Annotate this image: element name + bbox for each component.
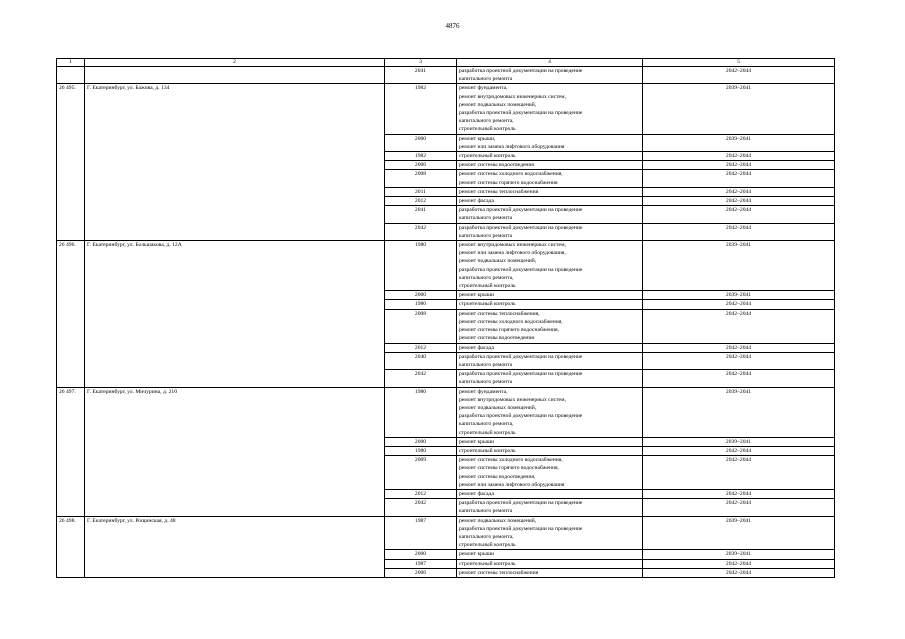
work-line: разработка проектной документации на проведение — [459, 413, 583, 420]
planned-period: 2039–2041 — [643, 516, 835, 550]
construction-year: 2042 — [385, 370, 457, 387]
work-types — [457, 206, 643, 223]
planned-period: 2042–2044 — [643, 352, 835, 369]
construction-year: 1987 — [385, 516, 457, 550]
planned-period: 2039–2041 — [643, 387, 835, 437]
work-line: ремонт внутридомовых инженерных систем, — [459, 396, 566, 403]
work-types — [457, 84, 643, 134]
work-line: ремонт системы теплоснабжения, — [459, 310, 540, 317]
construction-year: 2008 — [385, 170, 457, 187]
table-body — [57, 59, 835, 578]
work-line: разработка проектной документации на проведение — [459, 371, 583, 378]
work-line: ремонт подвальных помещений, — [459, 258, 537, 265]
row-number: 26 497. — [57, 387, 85, 516]
work-types — [457, 343, 643, 352]
work-types — [457, 456, 643, 490]
work-types — [457, 370, 643, 387]
planned-period: 2042–2044 — [643, 309, 835, 343]
table-row — [57, 241, 835, 291]
planned-period: 2042–2044 — [643, 343, 835, 352]
work-types — [457, 152, 643, 161]
planned-period: 2042–2044 — [643, 206, 835, 223]
construction-year: 2040 — [385, 352, 457, 369]
work-line: капитального ремонта — [459, 76, 513, 83]
planned-period: 2039–2041 — [643, 134, 835, 151]
construction-year: 2042 — [385, 499, 457, 516]
work-types — [457, 241, 643, 291]
column-header-4: 4 — [457, 59, 643, 67]
construction-year: 2000 — [385, 291, 457, 300]
work-line: капитального ремонта, — [459, 533, 514, 540]
work-types — [457, 489, 643, 498]
work-line: ремонт фасада — [459, 490, 494, 497]
work-types — [457, 300, 643, 309]
work-line: ремонт или замена лифтового оборудования, — [459, 250, 566, 257]
work-line: ремонт системы теплоснабжения — [459, 188, 539, 195]
work-types — [457, 437, 643, 446]
work-line: разработка проектной документации на проведение — [459, 207, 583, 214]
work-line: капитального ремонта, — [459, 118, 514, 125]
work-types — [457, 170, 643, 187]
work-line: строительный контроль — [459, 429, 516, 436]
construction-year: 2008 — [385, 309, 457, 343]
planned-period: 2042–2044 — [643, 559, 835, 568]
work-line: разработка проектной документации на проведение — [459, 266, 583, 273]
construction-year: 1980 — [385, 300, 457, 309]
work-line: ремонт системы водоотведения — [459, 335, 534, 342]
planned-period: 2042–2044 — [643, 499, 835, 516]
work-line: строительный контроль — [459, 153, 516, 160]
planned-period: 2042–2044 — [643, 161, 835, 170]
work-line: ремонт крыши — [459, 438, 495, 445]
construction-year: 1982 — [385, 152, 457, 161]
work-line: ремонт системы холодного водоснабжения, — [459, 318, 563, 325]
work-line: ремонт системы горячего водоснабжения, — [459, 327, 559, 334]
table-row — [57, 387, 835, 437]
work-line: ремонт подвальных помещений, — [459, 517, 537, 524]
construction-year: 2041 — [385, 67, 457, 84]
work-line: ремонт внутридомовых инженерных систем, — [459, 93, 566, 100]
construction-year: 2000 — [385, 134, 457, 151]
construction-year: 1987 — [385, 559, 457, 568]
work-types — [457, 387, 643, 437]
work-types — [457, 291, 643, 300]
repair-schedule-table — [56, 58, 835, 578]
work-line: разработка проектной документации на проведение — [459, 224, 583, 231]
planned-period: 2042–2044 — [643, 223, 835, 240]
work-types — [457, 516, 643, 550]
planned-period: 2042–2044 — [643, 187, 835, 196]
work-line: ремонт подвальных помещений, — [459, 404, 537, 411]
work-types — [457, 352, 643, 369]
work-line: ремонт системы холодного водоснабжения, — [459, 457, 563, 464]
work-line: строительный контроль — [459, 542, 516, 549]
table-row — [57, 516, 835, 550]
construction-year: 2011 — [385, 187, 457, 196]
work-types — [457, 550, 643, 559]
work-line: строительный контроль — [459, 301, 516, 308]
planned-period: 2039–2041 — [643, 84, 835, 134]
construction-year: 1980 — [385, 241, 457, 291]
work-line: разработка проектной документации на проведение — [459, 525, 583, 532]
construction-year: 2000 — [385, 550, 457, 559]
work-line: ремонт системы горячего водоснабжения, — [459, 465, 559, 472]
work-line: строительный контроль — [459, 283, 516, 290]
work-line: капитального ремонта — [459, 215, 513, 222]
planned-period: 2042–2044 — [643, 300, 835, 309]
work-line: ремонт фундамента, — [459, 85, 508, 92]
header-row — [57, 59, 835, 67]
column-header-2: 2 — [85, 59, 385, 67]
work-line: строительный контроль — [459, 560, 516, 567]
planned-period: 2042–2044 — [643, 489, 835, 498]
planned-period: 2042–2044 — [643, 170, 835, 187]
work-types — [457, 559, 643, 568]
column-header-5: 5 — [643, 59, 835, 67]
construction-year: 2006 — [385, 161, 457, 170]
work-types — [457, 568, 643, 577]
planned-period: 2042–2044 — [643, 370, 835, 387]
work-types — [457, 67, 643, 84]
work-line: ремонт фасада — [459, 198, 494, 205]
work-line: ремонт внутридомовых инженерных систем, — [459, 242, 566, 249]
construction-year: 2012 — [385, 343, 457, 352]
construction-year: 1980 — [385, 446, 457, 455]
column-header-1: 1 — [57, 59, 85, 67]
work-line: разработка проектной документации на проведение — [459, 500, 583, 507]
row-number — [57, 67, 85, 84]
work-types — [457, 499, 643, 516]
planned-period: 2042–2044 — [643, 456, 835, 490]
construction-year: 2006 — [385, 568, 457, 577]
work-types — [457, 187, 643, 196]
construction-year: 2041 — [385, 206, 457, 223]
work-types — [457, 223, 643, 240]
construction-year: 1982 — [385, 84, 457, 134]
work-line: ремонт крыши, — [459, 135, 496, 142]
work-line: капитального ремонта — [459, 379, 513, 386]
column-header-3: 3 — [385, 59, 457, 67]
construction-year: 2012 — [385, 197, 457, 206]
construction-year: 2042 — [385, 223, 457, 240]
building-address: Г. Екатеринбург, ул. Бажова, д. 134 — [85, 84, 385, 241]
planned-period: 2042–2044 — [643, 446, 835, 455]
work-line: ремонт или замена лифтового оборудования — [459, 481, 565, 488]
planned-period: 2042–2044 — [643, 568, 835, 577]
construction-year: 2000 — [385, 437, 457, 446]
page-number: 4876 — [445, 22, 460, 30]
construction-year: 2009 — [385, 456, 457, 490]
work-types — [457, 161, 643, 170]
work-line: капитального ремонта, — [459, 421, 514, 428]
planned-period: 2039–2041 — [643, 241, 835, 291]
work-line: ремонт системы горячего водоснабжения — [459, 179, 558, 186]
work-line: ремонт системы теплоснабжения — [459, 569, 539, 576]
work-line: капитального ремонта — [459, 361, 513, 368]
work-line: ремонт подвальных помещений, — [459, 101, 537, 108]
construction-year: 1980 — [385, 387, 457, 437]
table-row — [57, 84, 835, 134]
work-types — [457, 197, 643, 206]
work-line: ремонт или замена лифтового оборудования — [459, 143, 565, 150]
building-address: Г. Екатеринбург, ул. Большакова, д. 12А — [85, 241, 385, 387]
table-row — [57, 67, 835, 84]
work-line: ремонт системы водоотведения — [459, 162, 534, 169]
building-address: Г. Екатеринбург, ул. Рощинская, д. 48 — [85, 516, 385, 577]
work-line: ремонт фасада — [459, 344, 494, 351]
work-line: ремонт крыши — [459, 551, 495, 558]
building-address: Г. Екатеринбург, ул. Мичурина, д. 210 — [85, 387, 385, 516]
construction-year: 2012 — [385, 489, 457, 498]
planned-period: 2039–2041 — [643, 550, 835, 559]
work-line: капитального ремонта, — [459, 274, 514, 281]
planned-period: 2039–2041 — [643, 437, 835, 446]
work-line: ремонт фундамента, — [459, 388, 508, 395]
work-line: строительный контроль — [459, 126, 516, 133]
planned-period: 2042–2044 — [643, 197, 835, 206]
work-line: ремонт системы холодного водоснабжения, — [459, 171, 563, 178]
work-line: капитального ремонта — [459, 232, 513, 239]
work-line: ремонт крыши — [459, 292, 495, 299]
work-types — [457, 309, 643, 343]
work-types — [457, 446, 643, 455]
work-line: капитального ремонта — [459, 508, 513, 515]
work-types — [457, 134, 643, 151]
planned-period: 2042–2044 — [643, 67, 835, 84]
work-line: разработка проектной документации на проведение — [459, 353, 583, 360]
row-number: 26 496. — [57, 241, 85, 387]
row-number: 26 498. — [57, 516, 85, 577]
building-address — [85, 67, 385, 84]
work-line: разработка проектной документации на проведение — [459, 110, 583, 117]
work-line: ремонт системы водоотведения, — [459, 473, 536, 480]
row-number: 26 495. — [57, 84, 85, 241]
planned-period: 2042–2044 — [643, 152, 835, 161]
planned-period: 2039–2041 — [643, 291, 835, 300]
work-line: строительный контроль — [459, 447, 516, 454]
work-line: разработка проектной документации на проведение — [459, 68, 583, 74]
